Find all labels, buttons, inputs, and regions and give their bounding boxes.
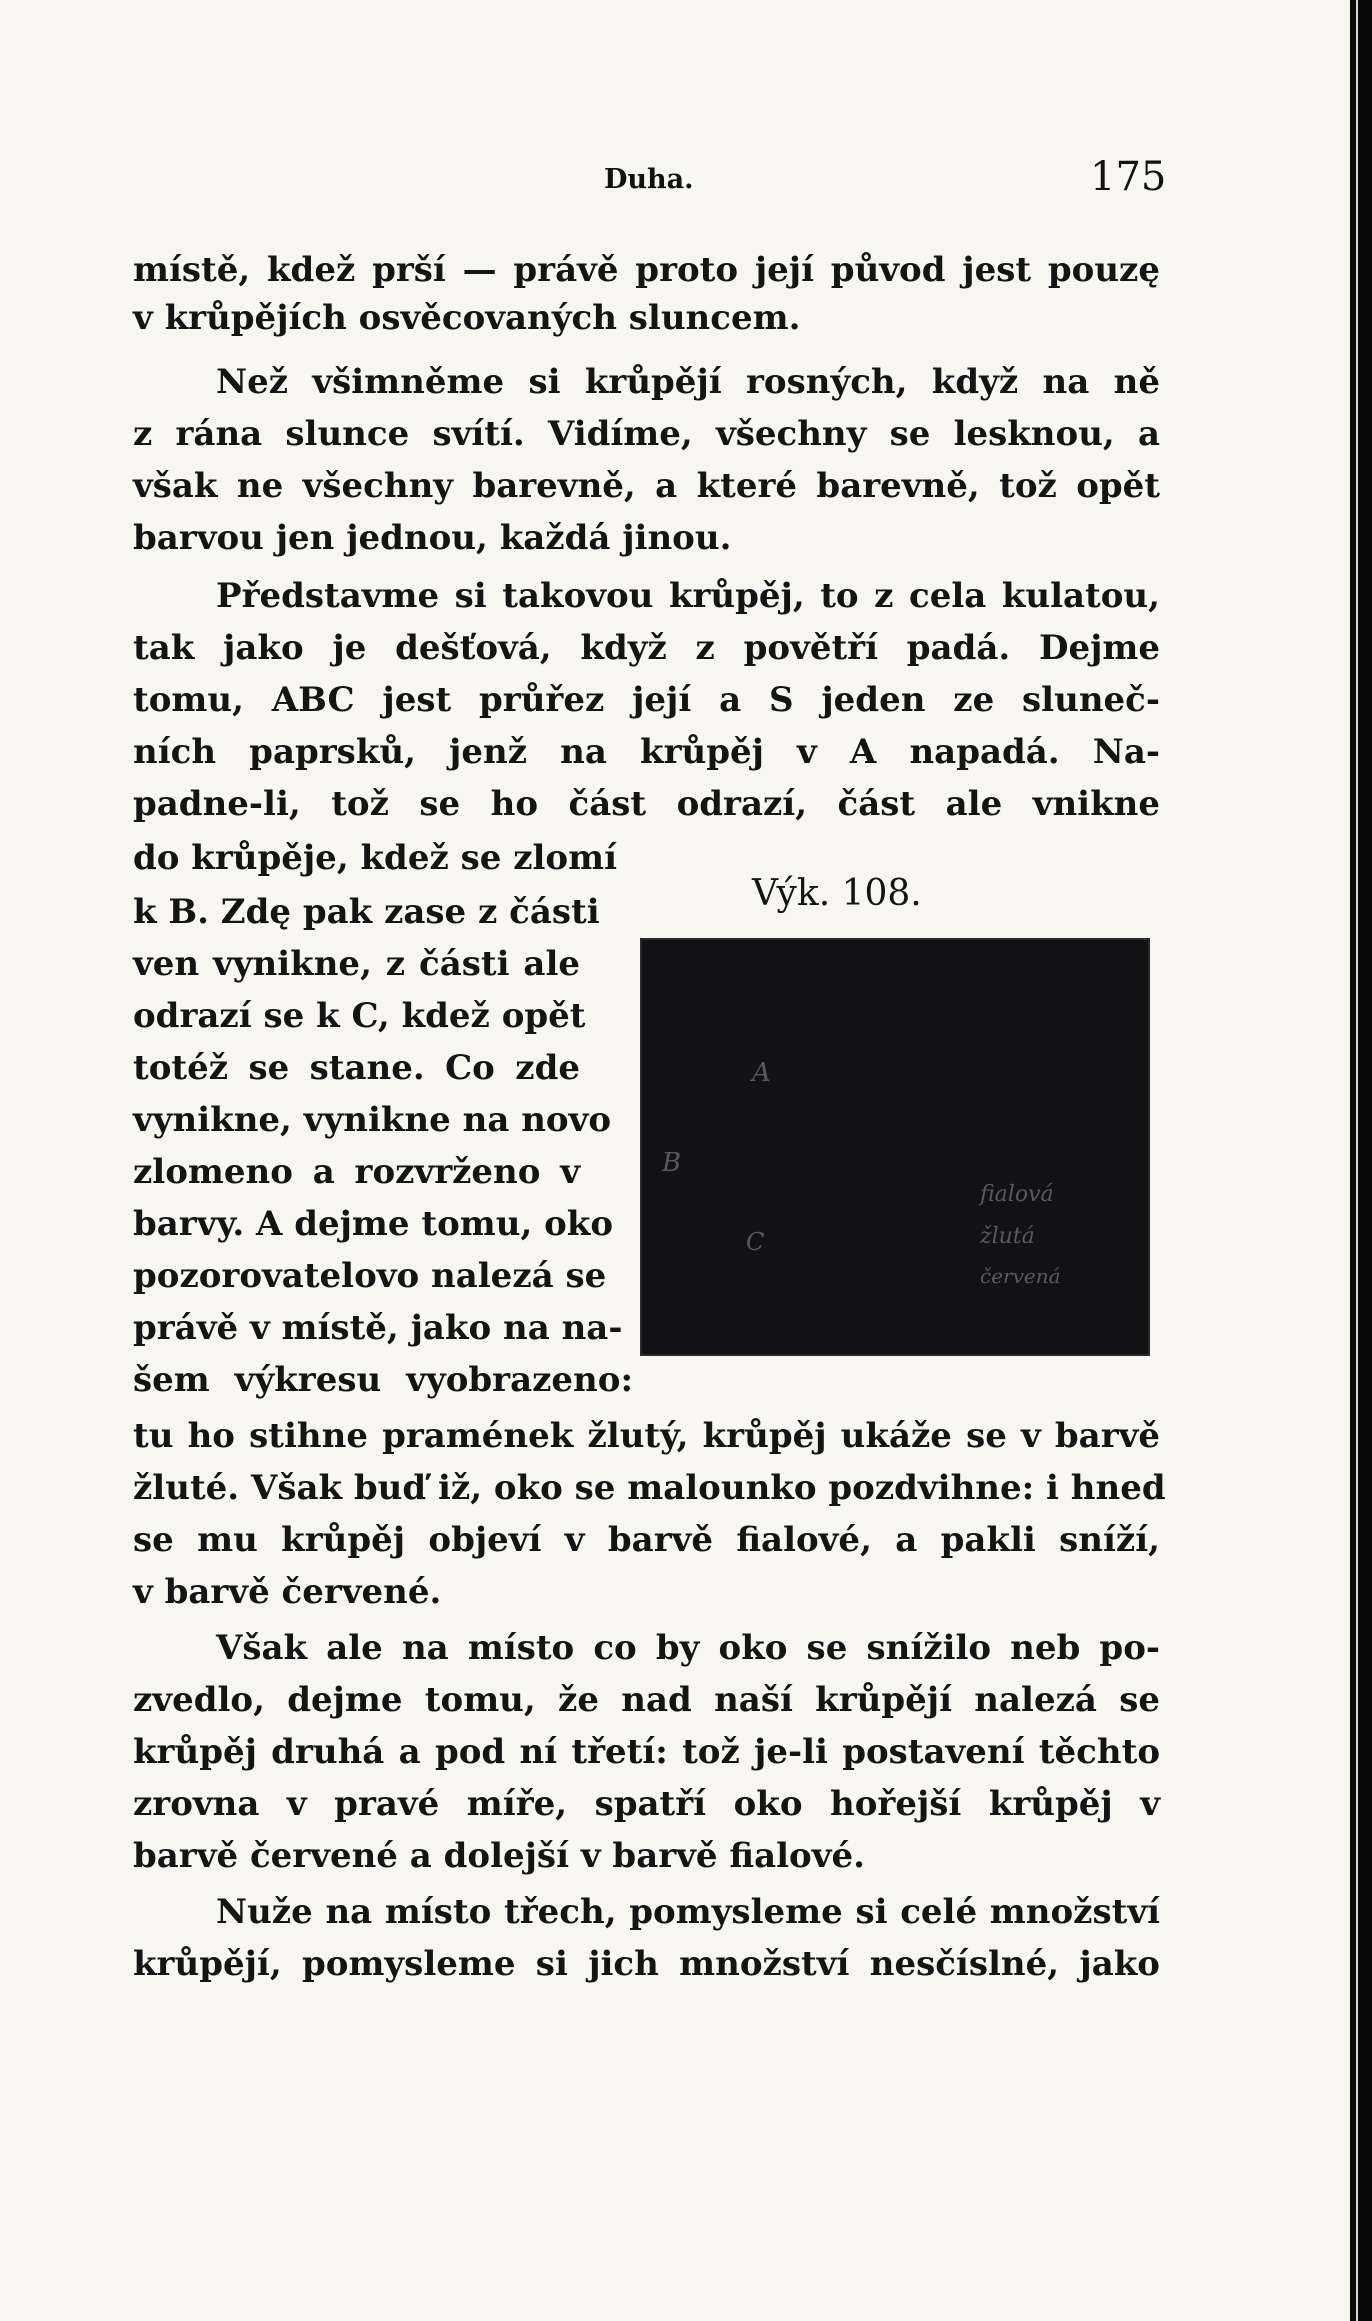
text-line: zrovna v pravé míře, spatří oko hořejší krůpěj v: [133, 1784, 1160, 1824]
figure-label: A: [752, 1058, 771, 1088]
text-line: se mu krůpěj objeví v barvě fialové, a pakli sníží,: [133, 1520, 1160, 1560]
figure-caption: Výk. 108.: [752, 873, 922, 914]
text-line: padne-li, tož se ho část odrazí, část ale vnikne: [133, 784, 1160, 824]
scan-edge-line: [1356, 0, 1358, 2321]
text-line: totéž se stane. Co zde: [133, 1048, 580, 1088]
text-line: žluté. Však buď iž, oko se malounko pozdvihne: i hned: [133, 1468, 1166, 1508]
text-line: zlomeno a rozvrženo v: [133, 1152, 580, 1192]
text-line: tu ho stihne pramének žlutý, krůpěj ukáže se v barvě: [133, 1416, 1160, 1456]
text-line: šem výkresu vyobrazeno:: [133, 1360, 633, 1400]
text-line: zvedlo, dejme tomu, že nad naší krůpějí nalezá se: [133, 1680, 1160, 1720]
text-line: Však ale na místo co by oko se snížilo neb po-: [216, 1628, 1160, 1668]
text-line: k B. Zdę pak zase z části: [133, 892, 600, 932]
text-line: barvy. A dejme tomu, oko: [133, 1204, 614, 1244]
text-line: odrazí se k C, kdež opět: [133, 996, 586, 1036]
text-line: v barvě červené.: [133, 1572, 442, 1612]
running-head: [0, 150, 1350, 210]
text-line: právě v místě, jako na na-: [133, 1308, 623, 1348]
text-line: barvě červené a dolejší v barvě fialové.: [133, 1836, 865, 1876]
text-line: z rána slunce svítí. Vidíme, všechny se lesknou, a: [133, 414, 1160, 454]
text-line: ních paprsků, jenž na krůpěj v A napadá. Na-: [133, 732, 1160, 772]
text-line: krůpějí, pomysleme si jich množství nesčíslné, jako: [133, 1944, 1160, 1984]
text-line: Než všimněme si krůpějí rosných, když na ně: [216, 362, 1160, 402]
figure-label: fialová: [980, 1182, 1054, 1207]
text-line: pozorovatelovo nalezá se: [133, 1256, 607, 1296]
text-line: barvou jen jednou, každá jinou.: [133, 518, 732, 558]
text-line: do krůpěje, kdež se zlomí: [133, 838, 618, 878]
text-line: Představme si takovou krůpěj, to z cela kulatou,: [216, 576, 1160, 616]
figure-label: B: [662, 1148, 682, 1178]
page-number: 175: [1090, 154, 1167, 200]
text-line: vynikne, vynikne na novo: [133, 1100, 612, 1140]
figure-illustration: [640, 938, 1150, 1356]
figure-label: žlutá: [980, 1224, 1035, 1249]
text-line: Nuže na místo třech, pomysleme si celé množství: [216, 1892, 1160, 1932]
text-line: krůpěj druhá a pod ní třetí: tož je-li postavení těchto: [133, 1732, 1160, 1772]
text-line: místě, kdež prší — právě proto její původ jest pouzę: [133, 250, 1160, 290]
scan-edge: [1350, 0, 1372, 2321]
text-line: tak jako je dešťová, když z povětří padá. Dejme: [133, 628, 1160, 668]
text-line: tomu, ABC jest průřez její a S jeden ze sluneč-: [133, 680, 1160, 720]
text-line: ven vynikne, z části ale: [133, 944, 580, 984]
figure-label: C: [746, 1228, 765, 1256]
text-line: však ne všechny barevně, a které barevně, tož opět: [133, 466, 1160, 506]
running-title: Duha.: [604, 164, 694, 195]
figure-label: červená: [980, 1264, 1061, 1288]
text-line: v krůpějích osvěcovaných sluncem.: [133, 298, 801, 338]
